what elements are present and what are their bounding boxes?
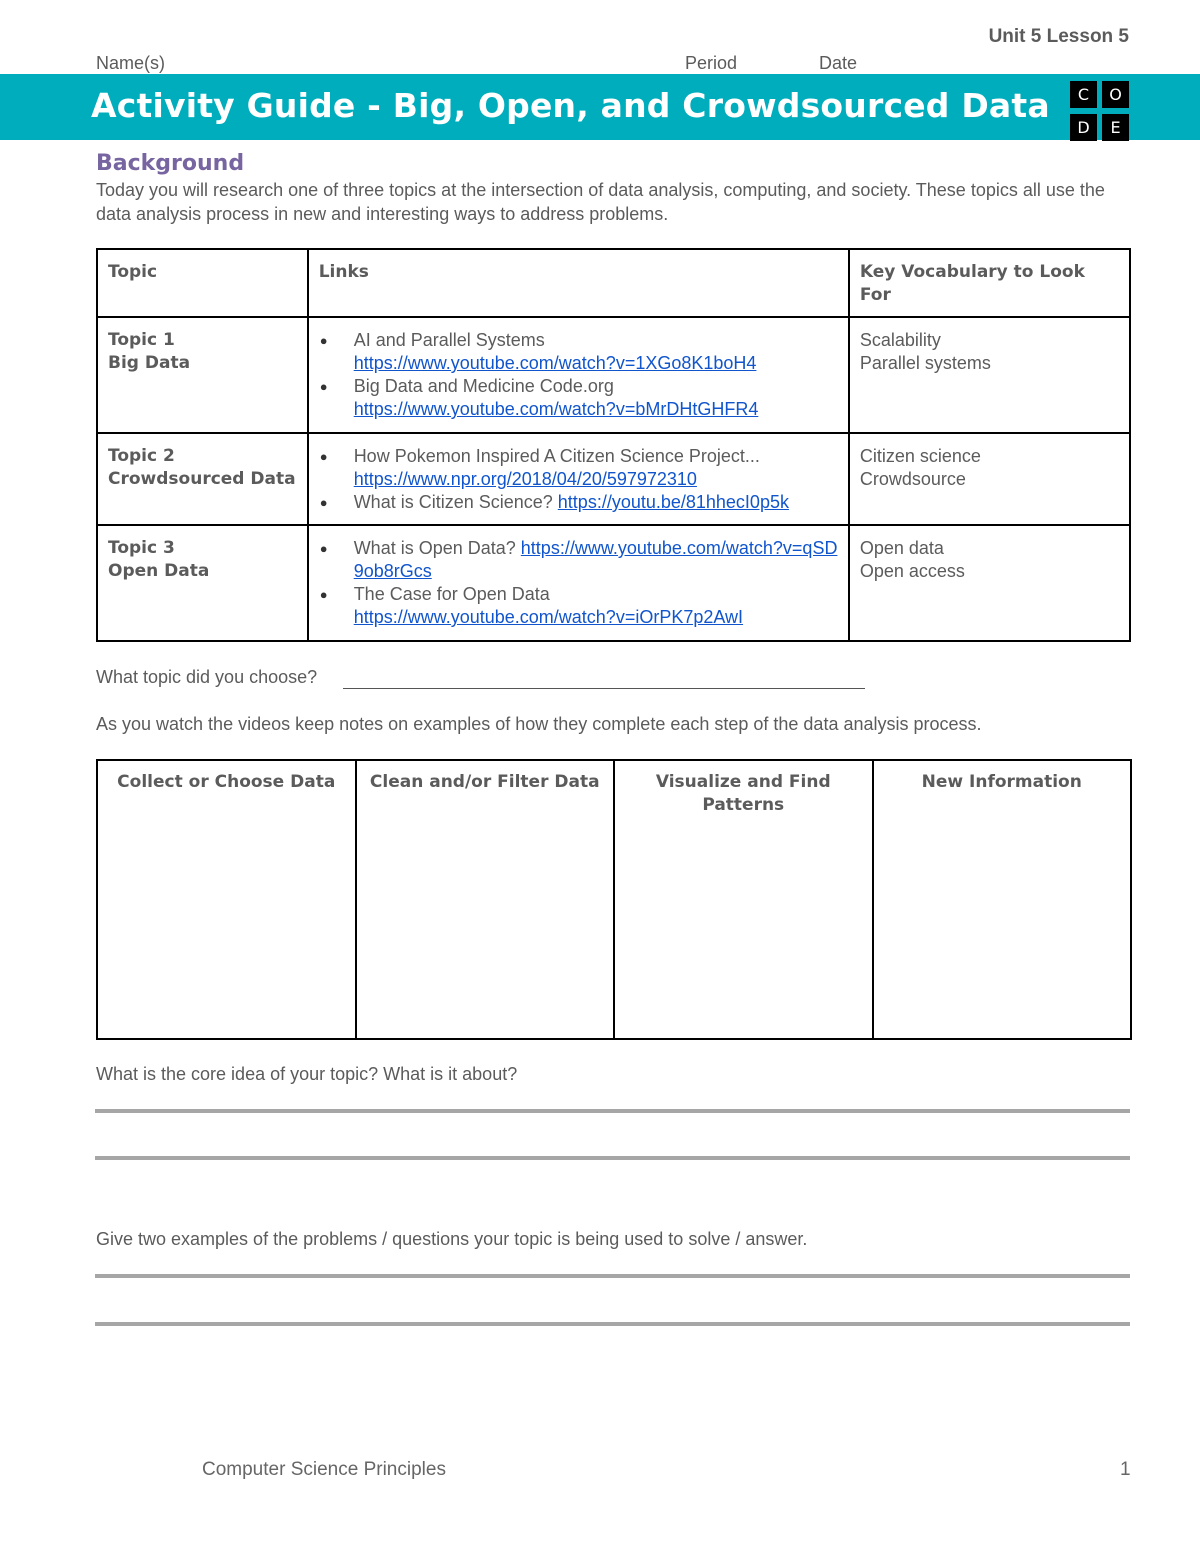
answer-line[interactable] [95,1322,1130,1326]
page-number: 1 [1120,1459,1131,1480]
header-links: Links [308,249,849,317]
vocab-term: Parallel systems [859,353,991,373]
video-link[interactable]: https://www.youtube.com/watch?v=1XGo8K1boH4 [353,353,757,373]
vocab-term: Open data [859,538,944,558]
answer-line[interactable] [95,1156,1130,1160]
page-title: Activity Guide - Big, Open, and Crowdsourced Data [91,86,1050,125]
vocab-term: Open access [859,561,965,581]
answer-line[interactable] [95,1274,1130,1278]
process-steps-table [96,759,1132,1040]
step-clean[interactable]: Clean and/or Filter Data [356,760,615,1039]
period-label: Period [685,53,738,73]
list-item [354,537,838,583]
step-visualize[interactable]: Visualize and Find Patterns [614,760,873,1039]
video-link[interactable]: https://www.youtube.com/watch?v=iOrPK7p2AwI [353,607,744,627]
table-header-row [97,249,1130,317]
topic-choice-question: What topic did you choose? [96,667,318,687]
background-heading: Background [96,151,245,176]
video-link[interactable]: https://www.youtube.com/watch?v=qSD9ob8rGcs [353,538,838,581]
links-cell [308,433,849,525]
video-link[interactable]: https://youtu.be/81hhecI0p5k [557,492,789,512]
table-row [97,525,1130,641]
links-cell [308,525,849,641]
code-logo [1069,80,1131,142]
vocab-cell [849,433,1130,525]
unit-lesson-label: Unit 5 Lesson 5 [988,26,1129,47]
name-label: Name(s) [96,53,166,73]
link-label: AI and Parallel Systems [353,330,545,350]
footer-course: Computer Science Principles [202,1459,446,1480]
topic-title: Crowdsourced Data [108,469,296,489]
topic-title: Open Data [108,561,210,581]
article-link[interactable]: https://www.npr.org/2018/04/20/597972310 [353,469,697,489]
answer-line[interactable] [95,1109,1130,1113]
link-label: What is Citizen Science? [353,492,553,512]
table-row [97,760,1131,1039]
examples-question: Give two examples of the problems / questions your topic is being used to solve / answer. [96,1229,808,1249]
date-label: Date [819,53,858,73]
link-label: The Case for Open Data [353,584,550,604]
vocab-cell [849,525,1130,641]
topic-cell [97,433,308,525]
logo-letter-c: C [1070,81,1097,108]
vocab-term: Citizen science [859,446,981,466]
links-cell [308,317,849,433]
vocab-term: Crowdsource [859,469,966,489]
topic-cell [97,525,308,641]
vocab-term: Scalability [859,330,941,350]
topics-table [96,248,1131,642]
topic-number: Topic 1 [108,330,175,350]
background-text: Today you will research one of three topics at the intersection of data analysis, computing, and society. These topics all use the data analysis process in new and interesting ways to address problems. [96,180,1105,224]
list-item [354,375,838,421]
title-banner [0,74,1200,140]
list-item [354,329,838,375]
vocab-cell [849,317,1130,433]
link-label: What is Open Data? [353,538,516,558]
logo-letter-e: E [1102,114,1129,141]
notes-instructions: As you watch the videos keep notes on examples of how they complete each step of the data analysis process. [96,714,982,734]
list-item [354,491,838,514]
topic-choice-answer-line[interactable] [343,688,865,689]
link-label: Big Data and Medicine Code.org [353,376,614,396]
step-new-info[interactable]: New Information [873,760,1132,1039]
step-collect[interactable]: Collect or Choose Data [97,760,356,1039]
list-item [354,583,838,629]
header-topic: Topic [97,249,308,317]
topic-number: Topic 2 [108,446,175,466]
video-link[interactable]: https://www.youtube.com/watch?v=bMrDHtGHFR4 [353,399,759,419]
table-row [97,433,1130,525]
table-row [97,317,1130,433]
topic-title: Big Data [108,353,191,373]
link-label: How Pokemon Inspired A Citizen Science Project... [353,446,760,466]
list-item [354,445,838,491]
topic-cell [97,317,308,433]
logo-letter-o: O [1102,81,1129,108]
header-vocab: Key Vocabulary to Look For [849,249,1130,317]
core-idea-question: What is the core idea of your topic? What is it about? [96,1064,518,1084]
logo-letter-d: D [1070,114,1097,141]
topic-number: Topic 3 [108,538,175,558]
